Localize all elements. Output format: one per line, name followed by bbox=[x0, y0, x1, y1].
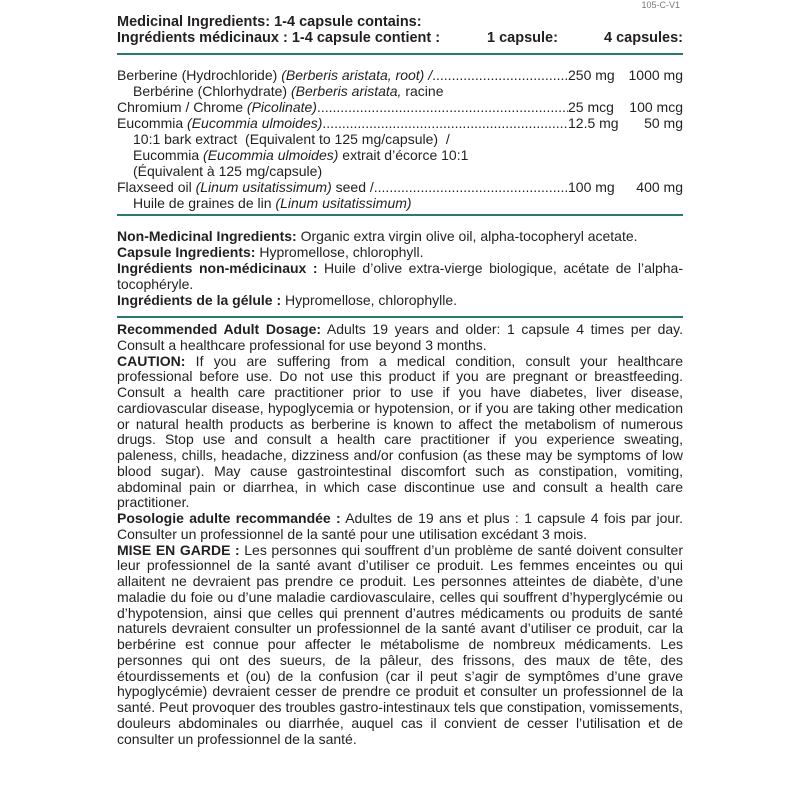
caution-en-text: If you are suffering from a medical condition, consult your healthcare professional before use. Do not use this product if you are pregnant or breastfeeding. Consult a health care practitioner prior to use if you have diabetes, liver disease, cardiovascular disease, hypoglycemia or hypotension, or if you are taking other medication or natural health products as berberine is known to affect the metabolism of numerous drugs. Stop use and consult a health care practitioner if you experience sweating, paleness, chills, headache, dizziness and/or confusion (as these may be symptoms of low blood sugar). May cause gastrointestinal discomfort such as constipation, vomiting, abdominal pain or diarrhea, in which case discontinue use and consult a health care practitioner. bbox=[117, 352, 683, 511]
nm-en-text: Organic extra virgin olive oil, alpha-tocopheryl acetate. bbox=[296, 228, 638, 244]
divider bbox=[117, 53, 683, 55]
ingredient-common-name: Chromium / Chrome bbox=[117, 99, 247, 115]
leader-dots bbox=[317, 99, 568, 115]
ingredient-common-name: Flaxseed oil bbox=[117, 179, 196, 195]
divider bbox=[117, 316, 683, 318]
dose-1-capsule: 250 mg bbox=[568, 67, 615, 83]
caution-fr-text: Les personnes qui souffrent d’un problème de santé doivent consulter leur professionnel de la santé avant d’utiliser ce produit. Les femmes enceintes ou qui allaitent ne devraient pas prendre ce produit. Les personnes atteintes de diabète, d’une maladie du foie ou d’une maladie cardiovasculaire, celles qui souffrent d’hyperglycémie ou d’hypotension, ainsi que celles qui prennent d’autres médicaments ou produits de santé naturels devraient consulter un professionnel de la santé avant d’utiliser ce produit, car la berbérine est connue pour affecter le métabolisme de nombreux médicaments. Les personnes qui ont des sueurs, de la pâleur, des frissons, des maux de tête, des étourdissements et (ou) de la confusion (car il peut s’agir de symptômes d’une grave hypoglycémie) devraient cesser de prendre ce produit et consulter un professionnel de la santé. Peut provoquer des troubles gastro-intestinaux tels que constipation, vomissements, douleurs abdominales ou diarrhée, auquel cas il convient de cesser l’utilisation et de consulter un professionnel de la santé. bbox=[117, 541, 684, 747]
column-1-capsule: 1 capsule: bbox=[487, 30, 558, 46]
dosage-section bbox=[117, 322, 683, 747]
cap-fr-text: Hypromellose, chlorophylle. bbox=[281, 292, 458, 308]
subline-latin: (Eucommia ulmoides) bbox=[203, 147, 339, 163]
subline-after: racine bbox=[401, 83, 444, 99]
subline-latin: (Linum usitatissimum) bbox=[275, 195, 412, 211]
dose-en-label: Recommended Adult Dosage: bbox=[117, 321, 322, 337]
ingredient-latin-name: (Berberis aristata, root) / bbox=[281, 67, 433, 83]
subline-text: (Équivalent à 125 mg/capsule) bbox=[133, 163, 323, 179]
ingredients-table bbox=[117, 67, 683, 211]
subline-after: extrait d’écorce 10:1 bbox=[338, 147, 469, 163]
header-title-fr: Ingrédients médicinaux : 1-4 capsule contient : bbox=[117, 30, 441, 46]
medicinal-header bbox=[117, 14, 683, 46]
ingredient-row bbox=[117, 99, 683, 115]
ingredient-name bbox=[117, 67, 568, 83]
dose-1-capsule: 12.5 mg bbox=[568, 115, 619, 131]
dose-4-capsules: 1000 mg bbox=[628, 67, 683, 83]
non-medicinal-section bbox=[117, 228, 683, 308]
leader-dots bbox=[322, 115, 568, 131]
ingredient-latin-name: (Eucommia ulmoides) bbox=[187, 115, 323, 131]
subline-text: Eucommia bbox=[133, 147, 204, 163]
dose-4-capsules: 50 mg bbox=[644, 115, 683, 131]
caution-fr-label: MISE EN GARDE : bbox=[117, 541, 240, 558]
cap-fr-label: Ingrédients de la gélule : bbox=[117, 292, 282, 308]
dose-en-text: Adults 19 years and older: 1 capsule 4 times per day. Consult a healthcare professional for use beyond 3 months. bbox=[117, 321, 683, 353]
subline-text: 10:1 bark extract (Equivalent to 125 mg/capsule) / bbox=[133, 131, 450, 147]
ingredient-subline bbox=[117, 163, 683, 179]
subline-latin: (Berberis aristata, bbox=[290, 83, 402, 99]
ingredient-row bbox=[117, 67, 683, 83]
ingredient-subline bbox=[117, 195, 683, 211]
column-4-capsules: 4 capsules: bbox=[604, 30, 683, 46]
dose-1-capsule: 25 mcg bbox=[568, 99, 614, 115]
ingredient-latin-name: (Picolinate) bbox=[246, 99, 317, 115]
header-title-en: Medicinal Ingredients: 1-4 capsule contains: bbox=[117, 14, 422, 30]
ingredient-part: seed / bbox=[331, 179, 374, 195]
ingredient-subline bbox=[117, 131, 683, 147]
dose-fr-label: Posologie adulte recommandée : bbox=[117, 510, 341, 526]
label-code: 105-C-V1 bbox=[641, 0, 680, 10]
cap-en-text: Hypromellose, chlorophyll. bbox=[255, 244, 424, 260]
dose-fr-text: Adultes de 19 ans et plus : 1 capsule 4 fois par jour. Consulter un professionnel de la santé pour une utilisation excédant 3 mois. bbox=[117, 510, 683, 542]
nm-fr-label: Ingrédients non-médicinaux : bbox=[117, 260, 318, 276]
leader-dots bbox=[374, 179, 568, 195]
dose-4-capsules: 400 mg bbox=[636, 179, 683, 195]
ingredient-common-name: Eucommia bbox=[117, 115, 188, 131]
ingredient-subline bbox=[117, 147, 683, 163]
nm-en-label: Non-Medicinal Ingredients: bbox=[117, 228, 297, 244]
dose-4-capsules: 100 mcg bbox=[629, 99, 683, 115]
caution-en-label: CAUTION: bbox=[117, 352, 186, 369]
ingredient-row bbox=[117, 115, 683, 131]
subline-text: Berbérine (Chlorhydrate) bbox=[133, 83, 291, 99]
nm-fr-text: Huile d’olive extra-vierge biologique, acétate de l’alpha-tocophéryle. bbox=[117, 260, 683, 292]
ingredient-name bbox=[117, 179, 568, 195]
ingredient-latin-name: (Linum usitatissimum) bbox=[195, 179, 332, 195]
subline-text: Huile de graines de lin bbox=[133, 195, 276, 211]
divider bbox=[117, 214, 683, 216]
ingredient-subline bbox=[117, 83, 683, 99]
ingredient-row bbox=[117, 179, 683, 195]
ingredient-name bbox=[117, 115, 568, 131]
cap-en-label: Capsule Ingredients: bbox=[117, 244, 256, 260]
ingredient-name bbox=[117, 99, 568, 115]
leader-dots bbox=[432, 67, 568, 83]
ingredient-common-name: Berberine (Hydrochloride) bbox=[117, 67, 282, 83]
dose-1-capsule: 100 mg bbox=[568, 179, 615, 195]
